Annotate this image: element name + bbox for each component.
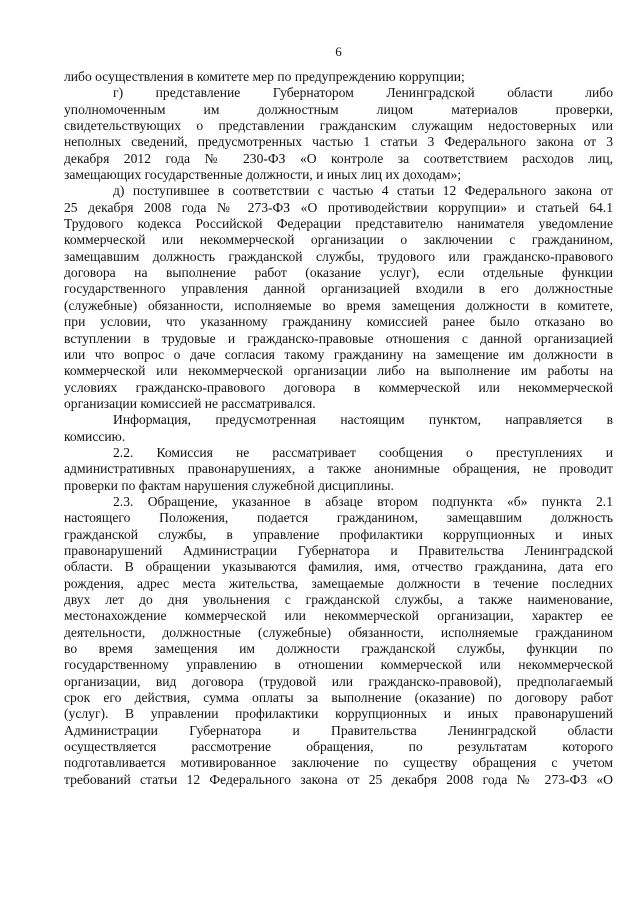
text-line: государственного управления данной организацией входили в его должностные [64, 281, 613, 297]
text-line: 25 декабря 2008 года № 273-ФЗ «О противодействии коррупции» и статьей 64.1 [64, 199, 613, 215]
text-line: коммерческой или некоммерческой организации либо на выполнение им работы на [64, 363, 613, 379]
text-line: местонахождение коммерческой или некоммерческой организации, характер ее [64, 608, 613, 624]
text-line: (служебные) обязанности, исполняемые во время замещения должности в комитете, [64, 297, 613, 313]
text-line: комиссию. [64, 428, 126, 444]
paragraph [64, 445, 613, 494]
text-line: правонарушений Администрации Губернатора и Правительства Ленинградской [64, 542, 613, 558]
text-line: Информация, предусмотренная настоящим пунктом, направляется в [113, 412, 613, 428]
text-line: организации комиссией не рассматривался. [64, 395, 316, 411]
paragraph [64, 69, 613, 85]
text-line: г) представление Губернатором Ленинградской области либо [113, 85, 613, 101]
text-line: деятельности, должностные (служебные) обязанности, исполняемые гражданином [64, 624, 613, 640]
text-line: декабря 2012 года № 230-ФЗ «О контроле за соответствием расходов лиц, [64, 150, 613, 166]
text-line: 2.3. Обращение, указанное в абзаце втором подпункта «б» пункта 2.1 [113, 493, 613, 509]
text-line: настоящего Положения, подается гражданином, замещавшим должность [64, 510, 613, 526]
text-line: требований статьи 12 Федерального закона от 25 декабря 2008 года № 273-ФЗ «О [64, 771, 613, 787]
text-line: договора на выполнение работ (оказание услуг), если отдельные функции [64, 265, 613, 281]
text-line: замещающих государственные должности, и иных лиц их доходам»; [64, 167, 462, 183]
text-line: двух лет до дня увольнения с гражданской службы, а также наименование, [64, 592, 613, 607]
paragraph [64, 85, 613, 183]
text-line: подготавливается мотивированное заключение по существу обращения с учетом [64, 755, 613, 771]
paragraph [64, 412, 613, 445]
text-line: гражданской службы, в управление профилактики коррупционных и иных [64, 526, 613, 542]
text-line: коммерческой или некоммерческой организации о заключении с гражданином, [64, 232, 613, 248]
text-line: осуществляется рассмотрение обращения, по результатам которого [64, 739, 613, 755]
text-line: вступлении в трудовые и гражданско-правовые отношения с данной организацией [64, 330, 613, 346]
text-line: административных правонарушениях, а также анонимные обращения, не проводит [64, 461, 613, 477]
text-line: срок его действия, сумма оплаты за выполнение (оказание) по договору работ [64, 690, 613, 706]
text-line: (услуг). В управлении профилактики коррупционных и иных правонарушений [64, 706, 613, 722]
text-line: Трудового кодекса Российской Федерации представителю нанимателя уведомление [64, 216, 613, 232]
document-body [64, 69, 613, 788]
text-line: свидетельствующих о представлении гражданским служащим недостоверных или [64, 118, 613, 134]
text-line: области. В обращении указываются фамилия, имя, отчество гражданина, дата его [64, 559, 613, 575]
paragraph [64, 494, 613, 788]
text-line: неполных сведений, предусмотренных частью 1 статьи 3 Федерального закона от 3 [64, 134, 613, 150]
text-line: при условии, что указанному гражданину комиссией ранее было отказано во [64, 314, 613, 330]
text-line: Администрации Губернатора и Правительства Ленинградской области [64, 722, 613, 738]
text-line: либо осуществления в комитете мер по предупреждению коррупции; [64, 69, 465, 84]
text-line: организации, вид договора (трудовой или гражданско-правовой), предполагаемый [64, 673, 613, 689]
page-number: 6 [335, 44, 342, 59]
text-line: во время замещения им должности гражданской службы, функции по [64, 641, 613, 657]
paragraph [64, 183, 613, 412]
text-line: условиях гражданско-правового договора в коммерческой или некоммерческой [64, 379, 613, 395]
text-line: государственному управлению в отношении коммерческой или некоммерческой [64, 657, 613, 673]
text-line: замещавшим должность гражданской службы, трудового или гражданско-правового [64, 248, 613, 264]
text-line: 2.2. Комиссия не рассматривает сообщения о преступлениях и [113, 444, 613, 460]
text-line: или что вопрос о даче согласия такому гражданину на замещение им должности в [64, 346, 613, 362]
text-line: д) поступившее в соответствии с частью 4 статьи 12 Федерального закона от [113, 183, 613, 199]
document-page [64, 0, 613, 903]
text-line: уполномоченным им должностным лицом материалов проверки, [64, 101, 613, 117]
text-line: проверки по фактам нарушения служебной дисциплины. [64, 477, 394, 493]
text-line: рождения, адрес места жительства, замещаемые должности в течение последних [64, 575, 613, 591]
